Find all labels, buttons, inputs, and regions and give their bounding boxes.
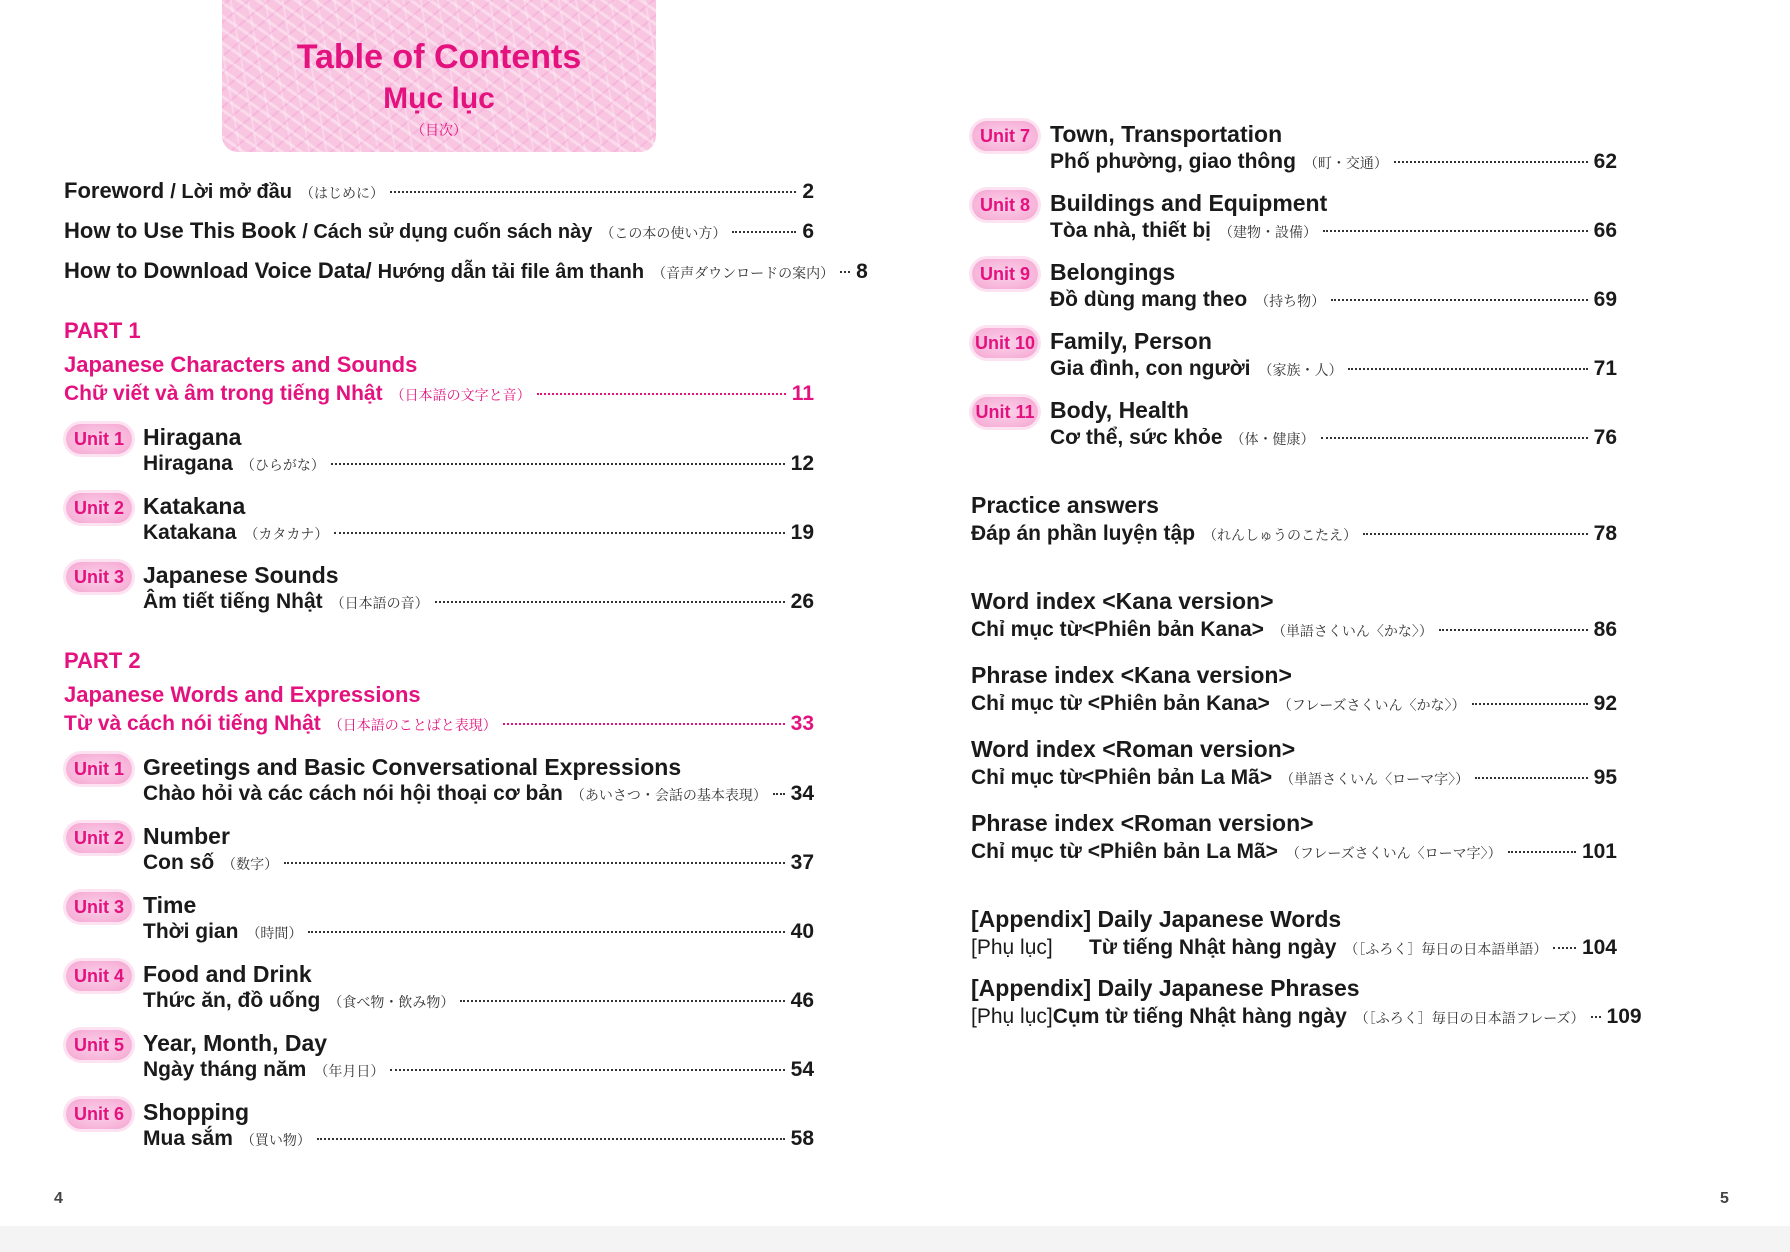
page-number: 92 [1593,692,1617,715]
leader-dots [1475,777,1588,779]
entry-title-jp: （持ち物） [1255,293,1326,309]
page-number-left: 4 [54,1190,63,1207]
leader-dots [317,1138,785,1140]
page-number: 19 [790,521,814,544]
entry-title-jp: （れんしゅうのこたえ） [1203,527,1358,543]
page-number: 37 [790,851,814,874]
unit-title-en: Greetings and Basic Conversational Expressions [143,754,682,780]
unit-title-en: Japanese Sounds [143,562,339,588]
toc-entry-index[interactable] [971,692,1617,716]
toc-entry-unit[interactable] [143,452,814,476]
unit-badge: Unit 2 [66,823,132,853]
entry-title-jp: （日本語のことばと表現） [328,717,497,733]
entry-title-jp: （食べ物・飲み物） [328,994,455,1010]
page-number: 71 [1593,357,1617,380]
page-number: 11 [791,382,814,405]
leader-dots [331,463,785,465]
entry-title-vi: Cơ thể, sức khỏe [1050,426,1223,449]
toc-entry-unit[interactable] [1050,219,1617,243]
entry-title: How to Use This Book [64,218,297,243]
leader-dots [732,231,796,233]
page-number: 101 [1581,840,1617,863]
entry-title-jp: （ひらがな） [240,457,325,473]
toc-entry-unit[interactable] [1050,426,1617,450]
appendix-tag: [Phụ lục] [971,1005,1053,1028]
unit-badge: Unit 8 [972,190,1038,220]
unit-title-en: Hiragana [143,424,242,450]
entry-title-jp: （数字） [222,856,279,872]
entry-title-vi: Mua sắm [143,1127,233,1150]
page-number: 76 [1593,426,1617,449]
entry-title-vi: Chỉ mục từ <Phiên bản Kana> [971,692,1270,715]
entry-title-vi: Hướng dẫn tải file âm thanh [377,261,645,283]
unit-badge: Unit 5 [66,1030,132,1060]
entry-title-vi: Từ và cách nói tiếng Nhật [64,712,321,735]
appendix-tag: [Phụ lục] [971,936,1053,959]
unit-badge: Unit 1 [66,754,132,784]
toc-entry-appendix[interactable] [971,936,1617,960]
leader-dots [1363,533,1588,535]
toc-title-vi: Mục lục [383,82,495,115]
entry-title-jp: （年月日） [314,1063,385,1079]
page-number: 12 [790,452,814,475]
leader-dots [308,931,784,933]
unit-title-en: Town, Transportation [1050,121,1283,147]
toc-entry-index[interactable] [971,766,1617,790]
page-number: 34 [790,782,814,805]
page-number: 8 [856,260,868,283]
answers-title-en: Practice answers [971,492,1159,518]
leader-dots [460,1000,784,1002]
unit-title-en: Food and Drink [143,961,312,987]
toc-entry-unit[interactable] [143,851,814,875]
leader-dots [390,1069,784,1071]
page-number: 66 [1593,219,1617,242]
leader-dots [1508,851,1576,853]
entry-title-vi: Từ tiếng Nhật hàng ngày [1089,936,1337,959]
entry-title-vi: Con số [143,851,215,874]
toc-entry-unit[interactable] [143,782,814,806]
entry-title-vi: Thời gian [143,920,239,943]
toc-entry-index[interactable] [971,618,1617,642]
entry-title-vi: Chào hỏi và các cách nói hội thoại cơ bản [143,782,563,805]
unit-title-en: Belongings [1050,259,1176,285]
entry-title-vi: Chữ viết và âm trong tiếng Nhật [64,382,383,405]
unit-badge: Unit 2 [66,493,132,523]
leader-dots [284,862,784,864]
toc-entry-unit[interactable] [143,1127,814,1151]
leader-dots [1553,947,1576,949]
index-title-en: Phrase index <Roman version> [971,810,1314,836]
entry-title-vi: Katakana [143,521,237,544]
entry-title-vi: Âm tiết tiếng Nhật [143,590,323,613]
toc-entry-unit[interactable] [143,590,814,614]
page-number: 78 [1593,522,1617,545]
toc-entry-download[interactable] [64,258,868,284]
leader-dots [1331,299,1587,301]
leader-dots [1348,368,1587,370]
page-number: 46 [790,989,814,1012]
entry-title-jp: （家族・人） [1258,362,1343,378]
leader-dots [1439,629,1588,631]
leader-dots [503,723,785,725]
page-number: 54 [790,1058,814,1081]
entry-title-jp: （単語さくいん〈かな〉） [1271,623,1433,639]
toc-entry-part2[interactable] [64,712,814,736]
entry-title-vi: Thức ăn, đồ uống [143,989,321,1012]
toc-entry-appendix[interactable] [971,1005,1642,1029]
entry-title-jp: （日本語の文字と音） [390,387,531,403]
toc-entry-how-to-use[interactable] [64,218,814,244]
page-number: 33 [790,712,814,735]
toc-entry-unit[interactable] [1050,357,1617,381]
page-number: 69 [1593,288,1617,311]
entry-title-vi: Đáp án phần luyện tập [971,522,1196,545]
leader-dots [1591,1016,1601,1018]
leader-dots [773,793,785,795]
entry-title-jp: （買い物） [240,1132,311,1148]
entry-title: Foreword [64,178,165,203]
leader-dots [334,532,784,534]
part1-label: PART 1 [64,318,141,343]
toc-title-en: Table of Contents [296,38,582,76]
page-number: 95 [1593,766,1617,789]
unit-title-en: Year, Month, Day [143,1030,328,1056]
toc-title-jp: （目次） [411,122,467,138]
page-number: 109 [1606,1005,1642,1028]
unit-badge: Unit 10 [972,328,1038,358]
leader-dots [1321,437,1588,439]
unit-badge: Unit 7 [972,121,1038,151]
unit-badge: Unit 3 [66,562,132,592]
entry-title-vi: Phố phường, giao thông [1050,150,1296,173]
toc-entry-unit[interactable] [1050,150,1617,174]
leader-dots [537,393,786,395]
entry-title-jp: （はじめに） [300,185,385,201]
entry-title-vi: Gia đình, con người [1050,357,1251,380]
index-title-en: Word index <Kana version> [971,588,1274,614]
unit-title-en: Katakana [143,493,246,519]
entry-title-vi: Chỉ mục từ<Phiên bản La Mã> [971,766,1273,789]
part2-label: PART 2 [64,648,141,673]
toc-entry-unit[interactable] [143,989,814,1013]
page-number: 86 [1593,618,1617,641]
page-number-right: 5 [1720,1190,1729,1207]
unit-badge: Unit 1 [66,424,132,454]
entry-title-jp: （この本の使い方） [600,225,727,241]
page-number: 40 [790,920,814,943]
entry-title-jp: （音声ダウンロードの案内） [652,265,835,281]
entry-title-vi: / Lời mở đầu [170,181,293,203]
entry-title-vi: Hiragana [143,452,233,475]
entry-title-jp: （あいさつ・会話の基本表現） [570,787,767,803]
leader-dots [840,271,850,273]
entry-title-vi: Tòa nhà, thiết bị [1050,219,1211,242]
unit-title-en: Shopping [143,1099,250,1125]
unit-title-en: Time [143,892,197,918]
entry-title-jp: （［ふろく］毎日の日本語単語） [1344,941,1548,957]
leader-dots [1472,703,1588,705]
toc-entry-unit[interactable] [143,521,814,545]
index-title-en: Word index <Roman version> [971,736,1296,762]
page-number: 2 [802,180,814,203]
toc-entry-foreword[interactable] [64,178,814,204]
entry-title-jp: （日本語の音） [330,595,429,611]
unit-title-en: Body, Health [1050,397,1189,423]
toc-entry-answers[interactable] [971,522,1617,546]
leader-dots [1394,161,1588,163]
entry-title-jp: （体・健康） [1230,431,1315,447]
entry-title-jp: （フレーズさくいん〈ローマ字〉） [1285,845,1502,861]
unit-badge: Unit 11 [972,397,1038,427]
page-number: 26 [790,590,814,613]
unit-badge: Unit 9 [972,259,1038,289]
entry-title-jp: （フレーズさくいん〈かな〉） [1277,697,1466,713]
entry-title-jp: （町・交通） [1303,155,1388,171]
entry-title: How to Download Voice Data/ [64,258,372,283]
unit-badge: Unit 4 [66,961,132,991]
entry-title-vi: Chỉ mục từ <Phiên bản La Mã> [971,840,1278,863]
toc-entry-part1[interactable] [64,382,814,406]
entry-title-jp: （建物・設備） [1219,224,1317,240]
page-number: 104 [1581,936,1617,959]
entry-title-jp: （時間） [246,925,303,941]
part2-title-en: Japanese Words and Expressions [64,682,421,707]
entry-title-jp: （［ふろく］毎日の日本語フレーズ） [1354,1010,1585,1026]
entry-title-vi: Cụm từ tiếng Nhật hàng ngày [1052,1005,1347,1028]
part1-title-en: Japanese Characters and Sounds [64,352,418,377]
index-title-en: Phrase index <Kana version> [971,662,1292,688]
toc-entry-unit[interactable] [1050,288,1617,312]
entry-title-vi: Chỉ mục từ<Phiên bản Kana> [971,618,1264,641]
unit-title-en: Number [143,823,230,849]
appendix-title-en: [Appendix] Daily Japanese Phrases [971,975,1360,1001]
entry-title-vi: Đồ dùng mang theo [1050,288,1248,311]
toc-banner [222,0,656,152]
leader-dots [390,191,796,193]
leader-dots [1323,230,1588,232]
unit-badge: Unit 3 [66,892,132,922]
entry-title-jp: （カタカナ） [244,526,329,542]
unit-title-en: Family, Person [1050,328,1212,354]
right-page [895,0,1790,1252]
toc-entry-unit[interactable] [143,920,814,944]
page-number: 6 [802,220,814,243]
leader-dots [435,601,785,603]
entry-title-jp: （単語さくいん〈ローマ字〉） [1280,771,1470,787]
toc-entry-unit[interactable] [143,1058,814,1082]
unit-badge: Unit 6 [66,1099,132,1129]
footer-strip [0,1226,1790,1252]
unit-title-en: Buildings and Equipment [1050,190,1328,216]
entry-title-vi: Ngày tháng năm [143,1058,307,1081]
page-number: 62 [1593,150,1617,173]
entry-title-vi: / Cách sử dụng cuốn sách này [302,221,593,243]
page-number: 58 [790,1127,814,1150]
appendix-title-en: [Appendix] Daily Japanese Words [971,906,1342,932]
toc-entry-index[interactable] [971,840,1617,864]
